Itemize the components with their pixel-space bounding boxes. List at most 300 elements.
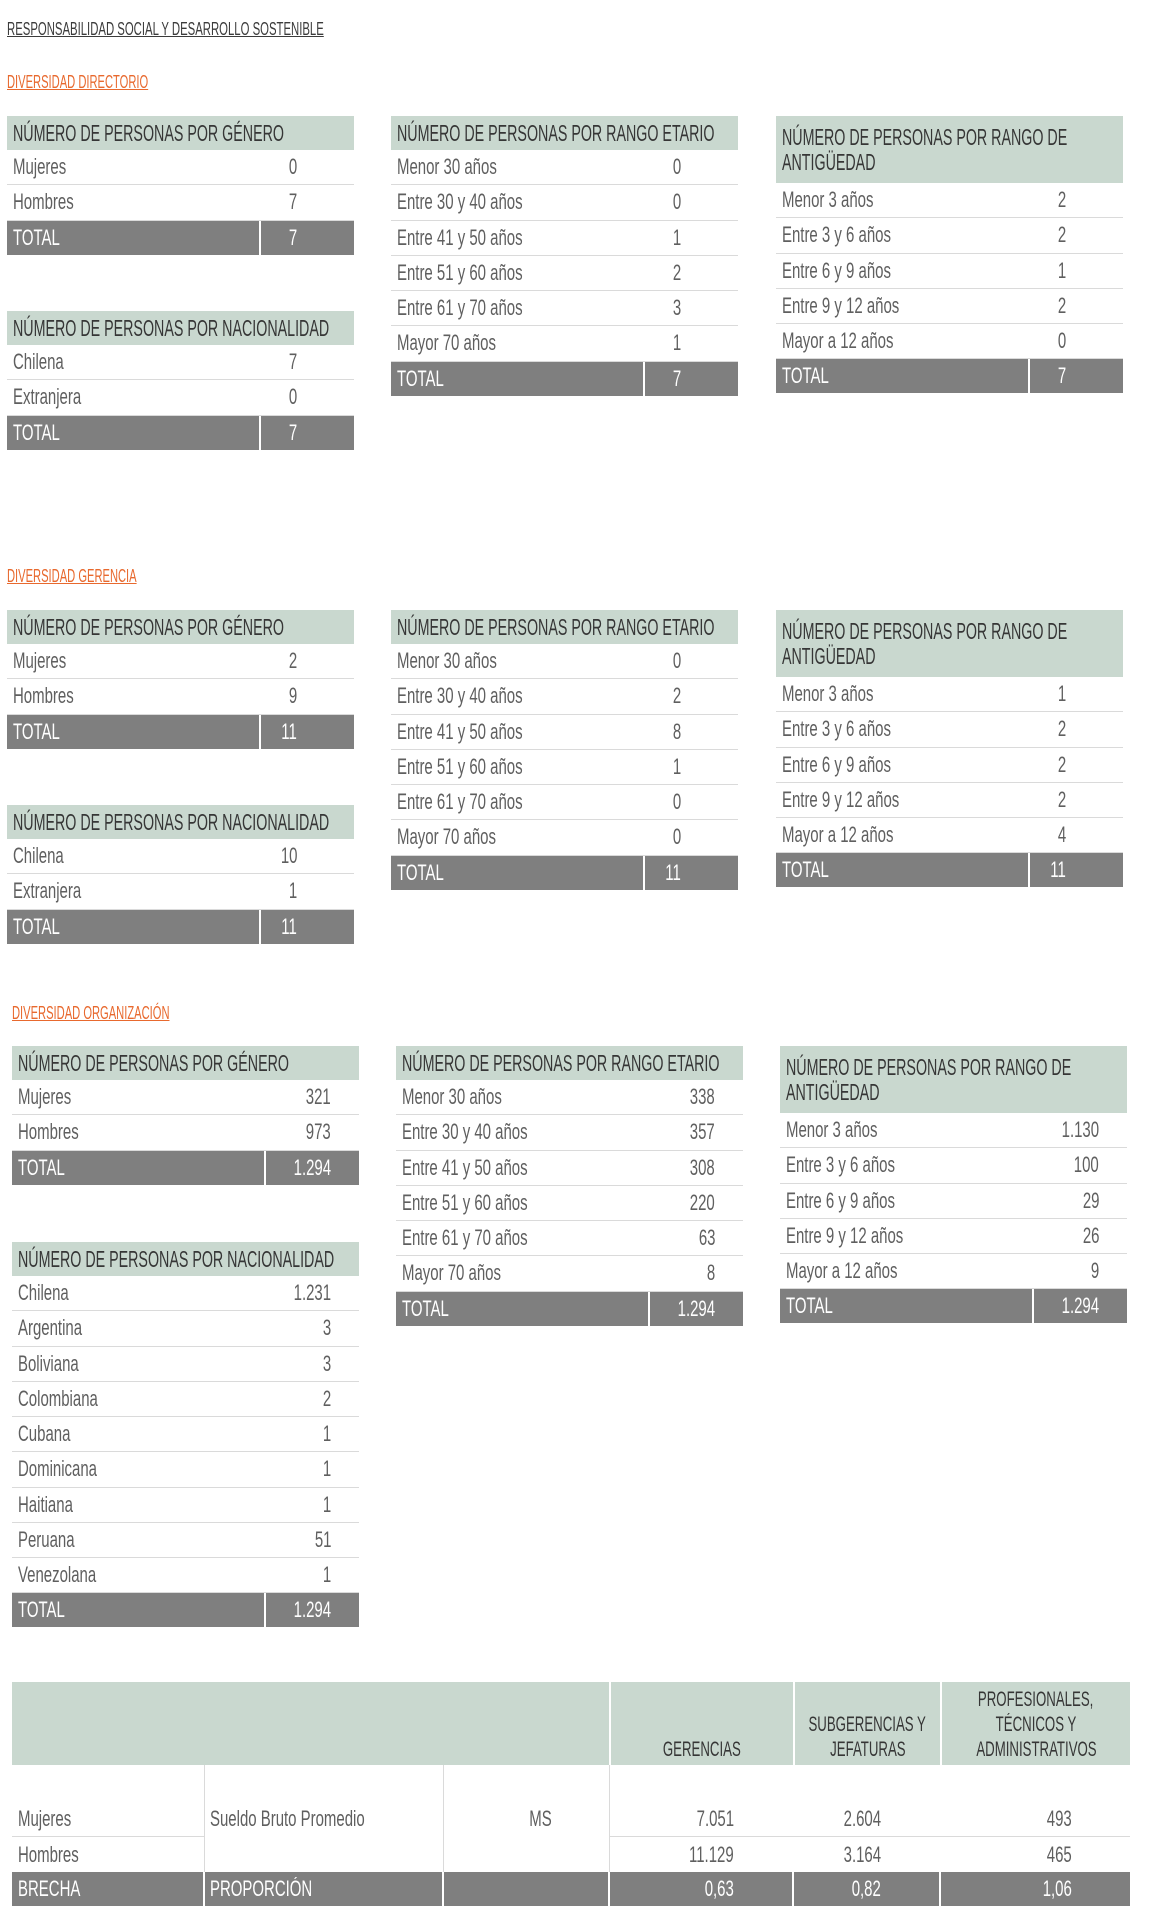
row-value-cell: [259, 150, 354, 184]
total-value-cell: [1028, 359, 1123, 393]
row-value: 2: [1057, 751, 1066, 777]
row-label: Chilena: [13, 349, 64, 375]
total-label-cell: [396, 1292, 648, 1326]
row-value: 1: [322, 1562, 331, 1588]
table-row: [12, 1452, 359, 1487]
table-header: [7, 116, 354, 150]
row-value-cell: [264, 1452, 359, 1486]
total-row: [391, 362, 738, 396]
row-value: 357: [690, 1119, 715, 1145]
table-organizacion-antiguedad: [780, 1046, 1127, 1323]
value-profesionales-hombres: [940, 1843, 1130, 1867]
total-value: 11: [1050, 857, 1066, 883]
row-value-cell: [1032, 1219, 1127, 1253]
row-label-cell: [391, 750, 643, 784]
footer-concept: PROPORCIÓN: [210, 1877, 313, 1901]
table-title-line: NÚMERO DE PERSONAS POR NACIONALIDAD: [18, 1245, 335, 1272]
table-row: [391, 150, 738, 185]
table-directorio-rango-etario: [391, 116, 738, 396]
page-title: [7, 19, 510, 39]
row-label-cell: [391, 221, 643, 255]
header-line: GERENCIAS: [663, 1738, 741, 1761]
header-line: PROFESIONALES,: [978, 1688, 1094, 1711]
row-value: 1: [322, 1421, 331, 1447]
table-row: [776, 324, 1123, 359]
row-value: 2: [288, 648, 297, 674]
row-label: Mayor 70 años: [402, 1260, 501, 1286]
row-value-cell: [1032, 1148, 1127, 1182]
row-label: Mayor 70 años: [397, 824, 496, 850]
row-label-cell: [12, 1347, 264, 1381]
row-label-cell: [776, 218, 1028, 252]
total-label-cell: [7, 715, 259, 749]
table-title-line: ANTIGÜEDAD: [786, 1078, 880, 1105]
row-value: 0: [288, 384, 297, 410]
row-label-cell: [7, 644, 259, 678]
row-value-cell: [1028, 712, 1123, 746]
header-line: ADMINISTRATIVOS: [975, 1738, 1097, 1761]
row-value-cell: [259, 874, 354, 908]
row-value: 7: [288, 349, 297, 375]
table-row: [396, 1256, 743, 1291]
table-row: [776, 748, 1123, 783]
table-title-line: NÚMERO DE PERSONAS POR NACIONALIDAD: [13, 808, 330, 835]
row-value: 9: [1090, 1258, 1099, 1284]
table-row: [391, 185, 738, 220]
header-profesionales: [940, 1682, 1130, 1765]
row-label: Entre 3 y 6 años: [782, 222, 891, 248]
row-label-hombres: [18, 1843, 198, 1867]
table-directorio-antiguedad: [776, 116, 1123, 393]
unit-text: MS: [528, 1807, 552, 1831]
row-label: Peruana: [18, 1526, 75, 1552]
row-value: 220: [690, 1189, 715, 1215]
table-gerencia-rango-etario: [391, 610, 738, 890]
row-value: 0: [288, 154, 297, 180]
row-label: Menor 3 años: [782, 681, 874, 707]
row-value-cell: [1028, 289, 1123, 323]
total-label: TOTAL: [13, 419, 60, 445]
brecha-profesionales: [940, 1877, 1130, 1901]
table-row: [391, 326, 738, 361]
total-row: [776, 359, 1123, 393]
table-row: [12, 1115, 359, 1150]
table-row: [7, 345, 354, 380]
row-label-cell: [12, 1417, 264, 1451]
header-line: JEFATURAS: [829, 1738, 906, 1761]
row-value: 3: [322, 1350, 331, 1376]
row-label: Menor 30 años: [402, 1084, 502, 1110]
page-title-text: RESPONSABILIDAD SOCIAL Y DESARROLLO SOSTENIBLE: [7, 19, 324, 39]
row-label: Hombres: [13, 189, 74, 215]
row-value: 2: [672, 259, 681, 285]
row-value-cell: [643, 326, 738, 360]
row-label: Entre 9 y 12 años: [786, 1222, 904, 1248]
row-value-cell: [259, 679, 354, 713]
row-value: 1: [322, 1456, 331, 1482]
row-value-cell: [648, 1115, 743, 1149]
cell-value: 7.051: [696, 1807, 734, 1831]
row-label-cell: [7, 150, 259, 184]
row-label-cell: [776, 677, 1028, 711]
proporcion-label: [210, 1877, 440, 1901]
row-label-cell: [396, 1256, 648, 1290]
table-directorio-genero: [7, 116, 354, 255]
total-value-cell: [643, 362, 738, 396]
total-value: 1.294: [293, 1597, 331, 1623]
row-value-cell: [643, 185, 738, 219]
row-label: Colombiana: [18, 1385, 98, 1411]
table-title-line: NÚMERO DE PERSONAS POR GÉNERO: [13, 119, 284, 146]
table-row: [12, 1488, 359, 1523]
row-label: Menor 30 años: [397, 154, 497, 180]
table-row: [7, 874, 354, 909]
total-label-cell: [7, 221, 259, 255]
brecha-gerencias: [609, 1877, 793, 1901]
brecha-subgerencias: [793, 1877, 940, 1901]
row-label: Extranjera: [13, 384, 82, 410]
row-label-cell: [391, 785, 643, 819]
row-label-cell: [391, 820, 643, 854]
row-value: 1: [672, 330, 681, 356]
value-subgerencias-mujeres: [793, 1807, 940, 1831]
total-row: [7, 910, 354, 944]
row-label-cell: [7, 839, 259, 873]
row-label-cell: [776, 748, 1028, 782]
concept-label: [210, 1807, 440, 1831]
total-label-cell: [12, 1151, 264, 1185]
table-header: [7, 311, 354, 345]
row-label: Entre 30 y 40 años: [402, 1119, 528, 1145]
table-row: [391, 820, 738, 855]
table-directorio-nacionalidad: [7, 311, 354, 450]
total-value-cell: [259, 715, 354, 749]
section-label-directorio: [7, 72, 235, 92]
row-label: Entre 61 y 70 años: [397, 789, 523, 815]
total-row: [396, 1292, 743, 1326]
row-value: 7: [288, 189, 297, 215]
row-value: 973: [306, 1119, 331, 1145]
row-value: 10: [280, 843, 297, 869]
row-value: 2: [1057, 222, 1066, 248]
row-value: 1: [672, 224, 681, 250]
total-label: TOTAL: [13, 224, 60, 250]
row-label: Entre 9 y 12 años: [782, 292, 900, 318]
row-value: 321: [306, 1084, 331, 1110]
row-value: 26: [1082, 1222, 1099, 1248]
table-row: [776, 183, 1123, 218]
row-value: 63: [698, 1225, 715, 1251]
row-label: Entre 51 y 60 años: [397, 753, 523, 779]
row-label: Menor 30 años: [397, 648, 497, 674]
total-value: 7: [288, 419, 297, 445]
total-value-cell: [1032, 1289, 1127, 1323]
table-row: [12, 1276, 359, 1311]
header-gerencias: [609, 1682, 793, 1765]
row-label-cell: [391, 679, 643, 713]
cell-value: 11.129: [689, 1843, 734, 1867]
table-header: [391, 610, 738, 644]
total-row: [776, 853, 1123, 887]
table-row: [12, 1311, 359, 1346]
row-label: Mayor a 12 años: [782, 328, 894, 354]
row-label: Dominicana: [18, 1456, 97, 1482]
row-value: 0: [672, 648, 681, 674]
table-row: [780, 1113, 1127, 1148]
total-value-cell: [259, 910, 354, 944]
section-label-text: DIVERSIDAD DIRECTORIO: [7, 72, 149, 92]
row-value-cell: [1028, 324, 1123, 358]
total-label: TOTAL: [402, 1295, 449, 1321]
row-value: 1: [322, 1491, 331, 1517]
header-line: TÉCNICOS Y: [995, 1713, 1077, 1736]
row-label-cell: [12, 1080, 264, 1114]
row-value-cell: [648, 1186, 743, 1220]
row-label: Boliviana: [18, 1350, 79, 1376]
table-row: [7, 679, 354, 714]
row-value: 2: [1057, 292, 1066, 318]
row-label-cell: [7, 679, 259, 713]
row-value-cell: [643, 679, 738, 713]
row-label: Entre 6 y 9 años: [786, 1187, 895, 1213]
footer-label: BRECHA: [18, 1877, 81, 1901]
row-label: Entre 30 y 40 años: [397, 683, 523, 709]
row-divider: [12, 1836, 204, 1837]
row-value-cell: [1028, 183, 1123, 217]
row-label-cell: [12, 1311, 264, 1345]
table-row: [396, 1115, 743, 1150]
table-title-line: ANTIGÜEDAD: [782, 642, 876, 669]
row-value-cell: [648, 1080, 743, 1114]
total-label: TOTAL: [397, 859, 444, 885]
row-value-cell: [648, 1151, 743, 1185]
row-label: Mujeres: [18, 1084, 72, 1110]
section-label-gerencia: [7, 566, 216, 586]
table-header: [391, 116, 738, 150]
row-label-cell: [12, 1452, 264, 1486]
row-label: Mujeres: [13, 154, 67, 180]
total-value: 7: [288, 224, 297, 250]
total-row: [7, 416, 354, 450]
table-row: [396, 1151, 743, 1186]
row-label: Cubana: [18, 1421, 71, 1447]
row-label: Entre 41 y 50 años: [397, 224, 523, 250]
total-value: 11: [665, 859, 681, 885]
row-value-cell: [643, 750, 738, 784]
row-label: Entre 51 y 60 años: [402, 1189, 528, 1215]
row-label-cell: [396, 1221, 648, 1255]
row-label-cell: [780, 1219, 1032, 1253]
total-label: TOTAL: [786, 1293, 833, 1319]
row-value-cell: [264, 1382, 359, 1416]
row-value-cell: [1032, 1184, 1127, 1218]
table-title-line: NÚMERO DE PERSONAS POR GÉNERO: [13, 613, 284, 640]
table-header: [396, 1046, 743, 1080]
row-label: Argentina: [18, 1315, 83, 1341]
row-value-cell: [643, 715, 738, 749]
table-row: [396, 1186, 743, 1221]
row-value: 3: [322, 1315, 331, 1341]
total-label-cell: [7, 416, 259, 450]
row-value-cell: [264, 1417, 359, 1451]
row-label: Extranjera: [13, 878, 82, 904]
total-row: [7, 221, 354, 255]
table-organizacion-genero: [12, 1046, 359, 1185]
total-label: TOTAL: [13, 913, 60, 939]
row-value: 0: [672, 824, 681, 850]
total-value: 1.294: [1061, 1293, 1099, 1319]
row-label: Hombres: [13, 683, 74, 709]
row-label: Mujeres: [18, 1807, 72, 1831]
footer-value: 0,63: [704, 1877, 734, 1901]
table-title-line: NÚMERO DE PERSONAS POR RANGO ETARIO: [397, 613, 715, 640]
total-label-cell: [7, 910, 259, 944]
column-divider: [204, 1765, 205, 1872]
cell-value: 2.604: [843, 1807, 881, 1831]
row-value-cell: [264, 1080, 359, 1114]
footer-divider: [203, 1872, 205, 1906]
footer-value: 0,82: [851, 1877, 881, 1901]
total-row: [12, 1151, 359, 1185]
row-label: Entre 6 y 9 años: [782, 751, 891, 777]
row-value-cell: [264, 1276, 359, 1310]
total-label: TOTAL: [782, 363, 829, 389]
row-label: Mayor a 12 años: [782, 822, 894, 848]
table-title-line: NÚMERO DE PERSONAS POR NACIONALIDAD: [13, 314, 330, 341]
row-value: 2: [1057, 187, 1066, 213]
row-label-cell: [391, 256, 643, 290]
row-label-cell: [391, 326, 643, 360]
row-label-cell: [780, 1254, 1032, 1288]
table-row: [12, 1417, 359, 1452]
row-label: Entre 3 y 6 años: [782, 716, 891, 742]
row-value-cell: [643, 150, 738, 184]
table-row: [12, 1080, 359, 1115]
row-value: 2: [672, 683, 681, 709]
row-value: 0: [672, 189, 681, 215]
total-label: TOTAL: [18, 1154, 65, 1180]
total-label: TOTAL: [397, 365, 444, 391]
table-row: [12, 1382, 359, 1417]
total-label-cell: [780, 1289, 1032, 1323]
total-value-cell: [259, 221, 354, 255]
total-value: 11: [281, 913, 297, 939]
row-value-cell: [264, 1115, 359, 1149]
table-gerencia-nacionalidad: [7, 805, 354, 944]
table-row: [391, 221, 738, 256]
row-value-cell: [1028, 783, 1123, 817]
footer-divider: [442, 1872, 444, 1906]
total-value-cell: [643, 856, 738, 890]
value-subgerencias-hombres: [793, 1843, 940, 1867]
row-label: Entre 61 y 70 años: [397, 295, 523, 321]
row-label: Mayor 70 años: [397, 330, 496, 356]
total-row: [391, 856, 738, 890]
row-value: 1: [1057, 257, 1066, 283]
row-label-cell: [776, 712, 1028, 746]
row-label: Entre 41 y 50 años: [397, 718, 523, 744]
table-row: [780, 1219, 1127, 1254]
table-header: [780, 1046, 1127, 1113]
row-value: 3: [672, 295, 681, 321]
row-value-cell: [643, 785, 738, 819]
table-row: [7, 150, 354, 185]
total-value-cell: [648, 1292, 743, 1326]
row-value-cell: [648, 1256, 743, 1290]
footer-value: 1,06: [1042, 1877, 1072, 1901]
row-value-cell: [259, 380, 354, 414]
cell-value: 3.164: [843, 1843, 881, 1867]
table-row: [780, 1184, 1127, 1219]
row-value: 2: [322, 1385, 331, 1411]
row-label: Haitiana: [18, 1491, 73, 1517]
header-line: SUBGERENCIAS Y: [808, 1713, 927, 1736]
row-label-cell: [776, 289, 1028, 323]
total-value: 1.294: [293, 1154, 331, 1180]
row-value-cell: [648, 1221, 743, 1255]
table-gerencia-genero: [7, 610, 354, 749]
table-row: [7, 380, 354, 415]
table-row: [776, 677, 1123, 712]
table-title-line: NÚMERO DE PERSONAS POR RANGO DE: [782, 617, 1068, 644]
row-value: 1.231: [293, 1280, 331, 1306]
row-value: 1: [1057, 681, 1066, 707]
total-value: 7: [1057, 363, 1066, 389]
row-value: 0: [1057, 328, 1066, 354]
row-value: 308: [690, 1154, 715, 1180]
row-value-cell: [264, 1347, 359, 1381]
table-row: [780, 1148, 1127, 1183]
row-value-cell: [643, 820, 738, 854]
row-label: Entre 9 y 12 años: [782, 786, 900, 812]
row-value: 0: [672, 789, 681, 815]
row-value-cell: [259, 345, 354, 379]
row-value: 2: [1057, 716, 1066, 742]
total-label: TOTAL: [18, 1597, 65, 1623]
row-value-cell: [264, 1311, 359, 1345]
table-row: [391, 679, 738, 714]
table-gerencia-antiguedad: [776, 610, 1123, 887]
row-label-cell: [391, 150, 643, 184]
row-label: Venezolana: [18, 1562, 97, 1588]
row-label-cell: [12, 1382, 264, 1416]
total-value-cell: [259, 416, 354, 450]
row-label-cell: [776, 254, 1028, 288]
row-label-cell: [776, 183, 1028, 217]
table-organizacion-rango-etario: [396, 1046, 743, 1326]
total-value: 7: [672, 365, 681, 391]
brecha-label: [18, 1877, 198, 1901]
total-value: 11: [281, 718, 297, 744]
row-label-cell: [776, 818, 1028, 852]
table-header: [7, 610, 354, 644]
table-header: [776, 116, 1123, 183]
table-title-line: ANTIGÜEDAD: [782, 148, 876, 175]
row-label-cell: [396, 1080, 648, 1114]
row-label-cell: [776, 324, 1028, 358]
row-label-cell: [776, 783, 1028, 817]
table-row: [391, 256, 738, 291]
row-label-cell: [780, 1113, 1032, 1147]
row-label: Mayor a 12 años: [786, 1258, 898, 1284]
row-label: Entre 30 y 40 años: [397, 189, 523, 215]
row-value: 1.130: [1061, 1117, 1099, 1143]
row-label: Menor 3 años: [786, 1117, 878, 1143]
row-label-cell: [7, 380, 259, 414]
table-row: [12, 1523, 359, 1558]
unit-label: [443, 1807, 609, 1831]
row-value-cell: [1028, 818, 1123, 852]
